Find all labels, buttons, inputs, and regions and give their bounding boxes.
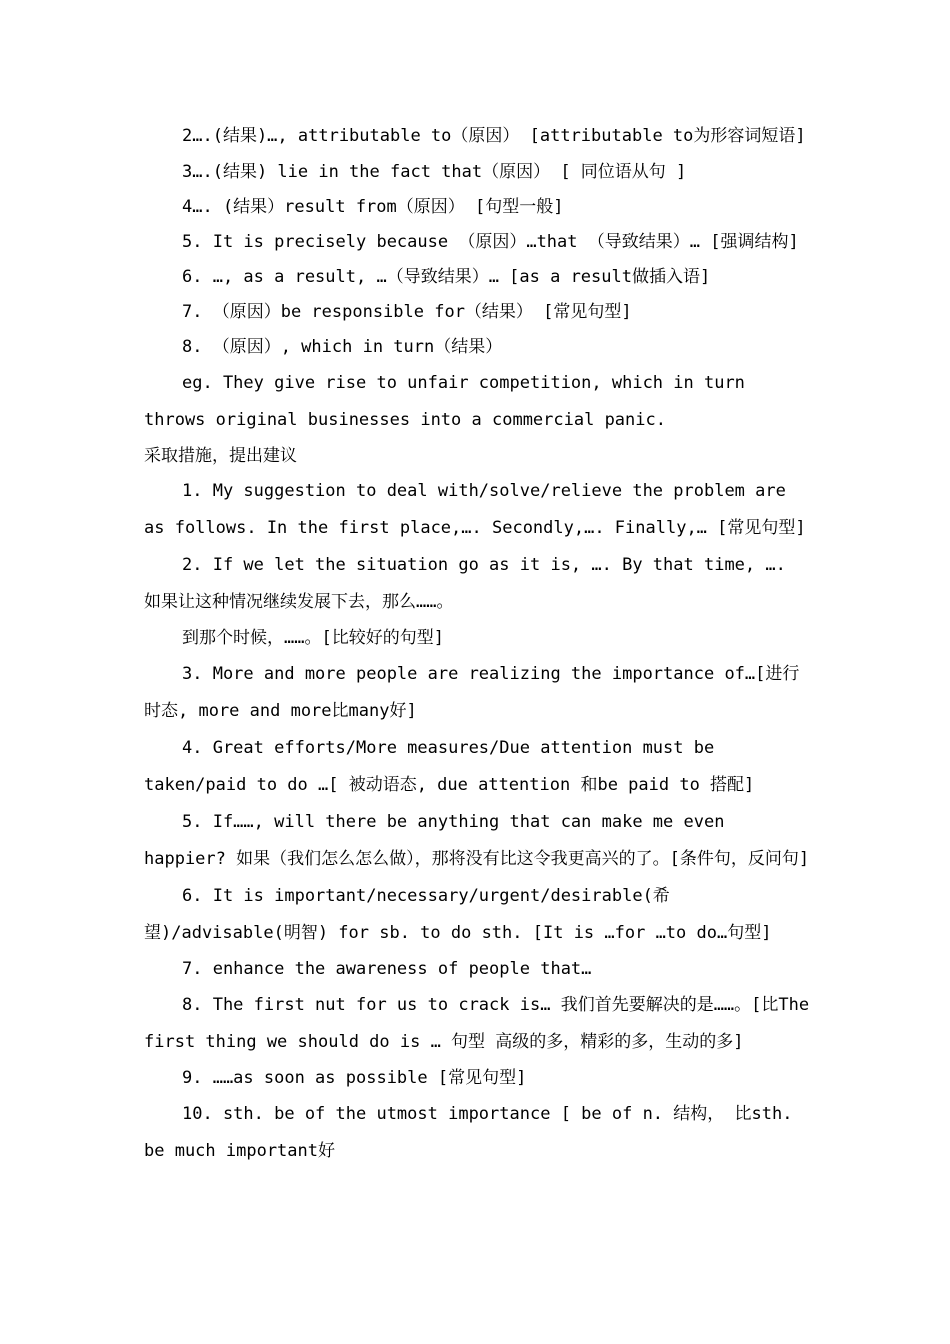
- suggestion-item: 3. More and more people are realizing the importance of…[进行时态, more and more比many好]: [144, 664, 800, 721]
- suggestion-item: 到那个时候，……。[比较好的句型]: [182, 628, 444, 648]
- suggestion-item: 6. It is important/necessary/urgent/desirable(希望)/advisable(明智) for sb. to do sth. [It is …for …to do…句型]: [144, 886, 772, 943]
- document-body: [144, 118, 812, 1170]
- suggestion-item: 1. My suggestion to deal with/solve/relieve the problem are as follows. In the first place,…. Secondly,…. Finally,… [常见句型]: [144, 481, 806, 538]
- cause-effect-item: 5. It is precisely because （原因）…that （导致结果）… [强调结构]: [182, 232, 799, 252]
- suggestion-item: 8. The first nut for us to crack is… 我们首先要解决的是……。[比The first thing we should do is … 句型 高级的多，精彩的多，生动的多]: [144, 995, 810, 1052]
- suggestion-item: 4. Great efforts/More measures/Due attention must be taken/paid to do …[ 被动语态, due attention 和be paid to 搭配]: [144, 738, 755, 795]
- suggestion-item: 7. enhance the awareness of people that…: [182, 959, 592, 979]
- cause-effect-item: 6. …, as a result, …（导致结果）… [as a result做插入语]: [182, 267, 711, 287]
- cause-effect-item: 8. （原因）, which in turn（结果）: [182, 337, 503, 357]
- suggestion-item: 2. If we let the situation go as it is, …. By that time, …. 如果让这种情况继续发展下去，那么……。: [144, 555, 786, 612]
- cause-effect-item: 4…. (结果）result from（原因） [句型一般]: [182, 197, 564, 217]
- cause-effect-item: 2….(结果)…, attributable to（原因） [attributable to为形容词短语]: [182, 126, 806, 146]
- cause-effect-item: 7. （原因）be responsible for（结果） [常见句型]: [182, 302, 632, 322]
- suggestion-item: 5. If……, will there be anything that can make me even happier? 如果（我们怎么怎么做），那将没有比这令我更高兴的了。[条件句，反问句]: [144, 812, 810, 869]
- example-sentence: eg. They give rise to unfair competition, which in turn throws original businesses into a commercial panic.: [144, 373, 745, 430]
- suggestion-item: 9. ……as soon as possible [常见句型]: [182, 1068, 527, 1088]
- suggestion-item: 10. sth. be of the utmost importance [ be of n. 结构， 比sth. be much important好: [144, 1104, 793, 1161]
- section-heading: 采取措施，提出建议: [144, 446, 297, 466]
- cause-effect-item: 3….(结果) lie in the fact that（原因） [ 同位语从句 ]: [182, 162, 687, 182]
